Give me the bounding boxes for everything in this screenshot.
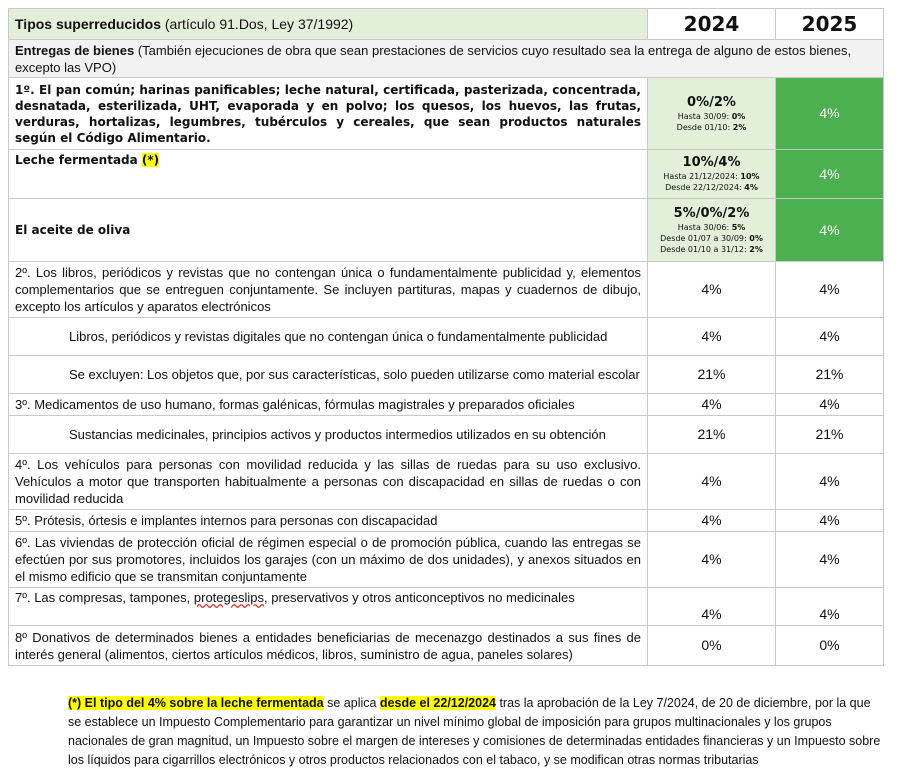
footnote-mark-text: (*) El tipo del 4% sobre la leche fermentada xyxy=(68,696,324,710)
table-row xyxy=(9,588,884,626)
rate-2024-cell: 4% xyxy=(648,532,776,588)
rate-note: Desde 01/07 a 30/09: 0% xyxy=(660,233,763,243)
row-label: 8º Donativos de determinados bienes a entidades beneficiarias de mecenazgo destinados a sus fines de interés general (alimentos, ciertos artículos médicos, libros, suministro de agua, paneles solares) xyxy=(9,626,648,666)
footnote-body: tras la aprobación de la Ley 7/2024, de 20 de diciembre, por la que se establece un Impuesto Complementario para garantizar un nivel mínimo global de imposición para grupos multinacionales y los grupos nacionales de gran magnitud, un Impuesto sobre el margen de intereses y comisiones de determinadas entidades financieras y un Impuesto sobre los líquidos para cigarrillos electrónicos y otros productos relacionados con el tabaco, y se modifican otras normas tributarias xyxy=(68,696,881,767)
rate-2024-value: 10%/4% xyxy=(682,155,741,170)
misspelled-word: protegeslips xyxy=(193,590,264,605)
table-row xyxy=(9,510,884,532)
rate-2025-cell: 0% xyxy=(776,626,884,666)
rate-2025-cell: 4% xyxy=(776,199,884,262)
table-row xyxy=(9,150,884,199)
table-row xyxy=(9,78,884,150)
table-row xyxy=(9,454,884,510)
year-header-2024: 2024 xyxy=(648,9,776,40)
rate-2025-cell: 4% xyxy=(776,454,884,510)
section-title-bold: Entregas de bienes xyxy=(15,42,135,58)
table-title-bold: Tipos superreducidos xyxy=(15,15,161,32)
rate-2024-cell: 4% xyxy=(648,454,776,510)
year-header-2025: 2025 xyxy=(776,9,884,40)
vat-rates-table xyxy=(8,8,884,666)
rate-2024-cell xyxy=(648,150,776,199)
footnote-date-highlight: desde el 22/12/2024 xyxy=(379,696,496,710)
rate-note: Desde 01/10: 2% xyxy=(676,122,747,132)
table-header-row xyxy=(9,9,884,40)
rate-2025-cell: 4% xyxy=(776,588,884,626)
rate-2024-cell xyxy=(648,199,776,262)
row-label: 3º. Medicamentos de uso humano, formas galénicas, fórmulas magistrales y preparados oficiales xyxy=(9,394,648,416)
row-label: Se excluyen: Los objetos que, por sus características, solo pueden utilizarse como material escolar xyxy=(9,356,648,394)
rate-note: Hasta 21/12/2024: 10% xyxy=(663,172,760,181)
rate-2025-cell: 4% xyxy=(776,78,884,150)
table-title xyxy=(9,9,648,40)
row-label: 2º. Los libros, periódicos y revistas que no contengan única o fundamentalmente publicidad y, elementos complementarios que se entreguen conjuntamente. Se incluyen partituras, mapas y cuadernos de dibujo, excepto los artículos y aparatos electrónicos xyxy=(9,262,648,318)
rate-2025-cell: 21% xyxy=(776,356,884,394)
row-label: Leche fermentada (*) xyxy=(9,150,648,199)
table-row xyxy=(9,262,884,318)
rate-note: Desde 01/10 a 31/12: 2% xyxy=(660,244,763,254)
table-row xyxy=(9,199,884,262)
rate-2025-cell: 21% xyxy=(776,416,884,454)
section-title xyxy=(9,40,884,78)
row-label: 4º. Los vehículos para personas con movilidad reducida y las sillas de ruedas para su uso exclusivo. Vehículos a motor que transporten habitualmente a personas con discapacidad en sillas de ruedas o con movilidad reducida xyxy=(9,454,648,510)
rate-2024-cell: 21% xyxy=(648,416,776,454)
rate-2025-cell: 4% xyxy=(776,150,884,199)
rate-2024-cell: 4% xyxy=(648,318,776,356)
rate-2024-value: 5%/0%/2% xyxy=(673,205,750,221)
row-label: Sustancias medicinales, principios activos y productos intermedios utilizados en su obtención xyxy=(9,416,648,454)
row-label: Libros, periódicos y revistas digitales que no contengan única o fundamentalmente publicidad xyxy=(9,318,648,356)
rate-2024-cell: 4% xyxy=(648,394,776,416)
table-row xyxy=(9,532,884,588)
rate-2024-cell xyxy=(648,78,776,150)
rate-2024-cell: 4% xyxy=(648,588,776,626)
rate-2025-cell: 4% xyxy=(776,318,884,356)
rate-2025-cell: 4% xyxy=(776,510,884,532)
row-label: 6º. Las viviendas de protección oficial de régimen especial o de promoción pública, cuando las entregas se efectúen por sus promotores, incluidos los garajes (con un máximo de dos unidades), y anexos situados en el mismo edificio que se transmitan conjuntamente xyxy=(9,532,648,588)
rate-note: Desde 22/12/2024: 4% xyxy=(665,183,758,192)
row-label: 5º. Prótesis, órtesis e implantes internos para personas con discapacidad xyxy=(9,510,648,532)
rate-2024-cell: 0% xyxy=(648,626,776,666)
rate-2025-cell: 4% xyxy=(776,532,884,588)
footnote: (*) El tipo del 4% sobre la leche fermentada se aplica desde el 22/12/2024 tras la aprobación de la Ley 7/2024, de 20 de diciembre, por la que se establece un Impuesto Complementario para garantizar un nivel mínimo global de imposición para grupos multinacionales y los grupos nacionales de gran magnitud, un Impuesto sobre el margen de intereses y comisiones de determinadas entidades financieras y un Impuesto sobre los líquidos para cigarrillos electrónicos y otros productos relacionados con el tabaco, y se modifican otras normas tributarias xyxy=(68,696,881,767)
table-row xyxy=(9,626,884,666)
rate-note: Hasta 30/06: 5% xyxy=(677,222,746,232)
rate-2025-cell: 4% xyxy=(776,394,884,416)
rate-2024-cell: 4% xyxy=(648,262,776,318)
row-label: El aceite de oliva xyxy=(9,199,648,262)
table-row xyxy=(9,394,884,416)
section-title-rest: (También ejecuciones de obra que sean prestaciones de servicios cuyo resultado sea la entrega de alguno de estos bienes, excepto las VPO) xyxy=(15,42,852,75)
table-row xyxy=(9,416,884,454)
rate-note: Hasta 30/09: 0% xyxy=(677,111,746,121)
rate-2025-cell: 4% xyxy=(776,262,884,318)
section-row xyxy=(9,40,884,78)
rate-2024-cell: 21% xyxy=(648,356,776,394)
footnote-mark: (*) xyxy=(141,153,160,167)
row-label: 1º. El pan común; harinas panificables; leche natural, certificada, pasterizada, concentrada, desnatada, esterilizada, UHT, evaporada y en polvo; los quesos, los huevos, las frutas, verduras, hortalizas, legumbres, tubérculos y cereales, que sean productos naturales según el Código Alimentario. xyxy=(9,78,648,150)
table-row xyxy=(9,318,884,356)
table-row xyxy=(9,356,884,394)
rate-2024-value: 0%/2% xyxy=(687,94,736,110)
row-label: 7º. Las compresas, tampones, protegeslips, preservativos y otros anticonceptivos no medicinales xyxy=(9,588,648,626)
table-title-rest: (artículo 91.Dos, Ley 37/1992) xyxy=(161,15,354,32)
rate-2024-cell: 4% xyxy=(648,510,776,532)
